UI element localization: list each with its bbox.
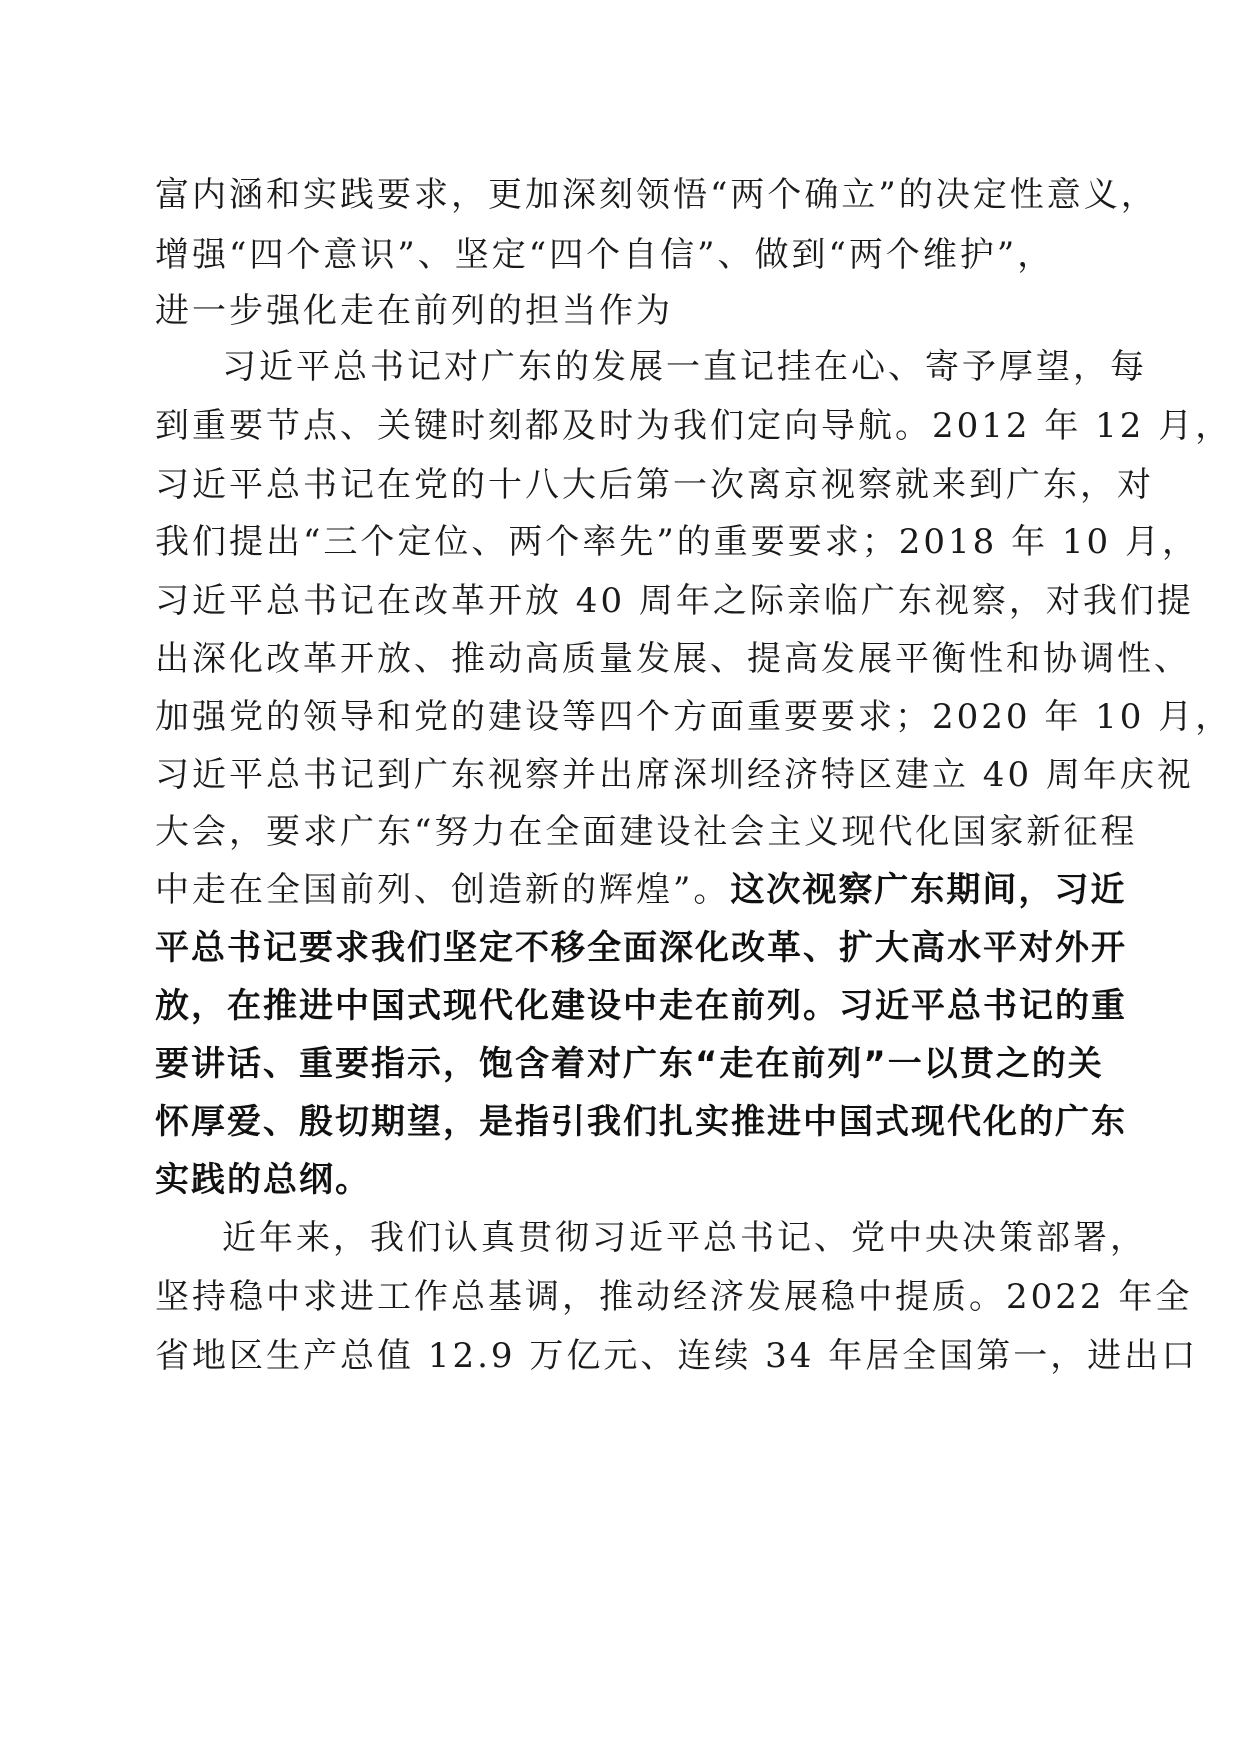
text-line: 坚持稳中求进工作总基调，推动经济发展稳中提质。2022 年全	[155, 1277, 1193, 1317]
text-line: 出深化改革开放、推动高质量发展、提高发展平衡性和协调性、	[155, 639, 1191, 679]
text-segment: 中走在全国前列、创造新的辉煌”。	[155, 870, 731, 910]
bold-text-line: 怀厚爱、殷切期望，是指引我们扎实推进中国式现代化的广东	[155, 1102, 1127, 1142]
paragraph-start-line: 近年来，我们认真贯彻习近平总书记、党中央决策部署，	[222, 1218, 1147, 1258]
text-line: 大会，要求广东“努力在全面建设社会主义现代化国家新征程	[155, 812, 1138, 852]
mixed-text-line	[155, 860, 1127, 920]
bold-text-line: 实践的总纲。	[155, 1160, 371, 1200]
bold-text-segment: 这次视察广东期间，习近	[730, 870, 1127, 910]
text-line: 我们提出“三个定位、两个率先”的重要要求；2018 年 10 月，	[155, 522, 1199, 562]
bold-text-line: 平总书记要求我们坚定不移全面深化改革、扩大高水平对外开	[155, 928, 1127, 968]
text-line: 进一步强化走在前列的担当作为	[155, 291, 673, 331]
text-line: 习近平总书记到广东视察并出席深圳经济特区建立 40 周年庆祝	[155, 755, 1194, 795]
text-line: 省地区生产总值 12.9 万亿元、连续 34 年居全国第一，进出口	[155, 1336, 1199, 1376]
text-line: 习近平总书记在改革开放 40 周年之际亲临广东视察，对我们提	[155, 581, 1194, 621]
text-line: 到重要节点、关键时刻都及时为我们定向导航。2012 年 12 月，	[155, 406, 1233, 446]
bold-text-line: 放，在推进中国式现代化建设中走在前列。习近平总书记的重	[155, 986, 1127, 1026]
text-line: 加强党的领导和党的建设等四个方面重要要求；2020 年 10 月，	[155, 697, 1233, 737]
text-line: 富内涵和实践要求，更加深刻领悟“两个确立”的决定性意义，	[155, 175, 1158, 215]
bold-text-line: 要讲话、重要指示，饱含着对广东“走在前列”一以贯之的关	[155, 1044, 1104, 1084]
paragraph-start-line: 习近平总书记对广东的发展一直记挂在心、寄予厚望，每	[222, 347, 1147, 387]
text-line: 习近平总书记在党的十八大后第一次离京视察就来到广东，对	[155, 465, 1154, 505]
text-line: 增强“四个意识”、坚定“四个自信”、做到“两个维护”，	[155, 235, 1055, 275]
